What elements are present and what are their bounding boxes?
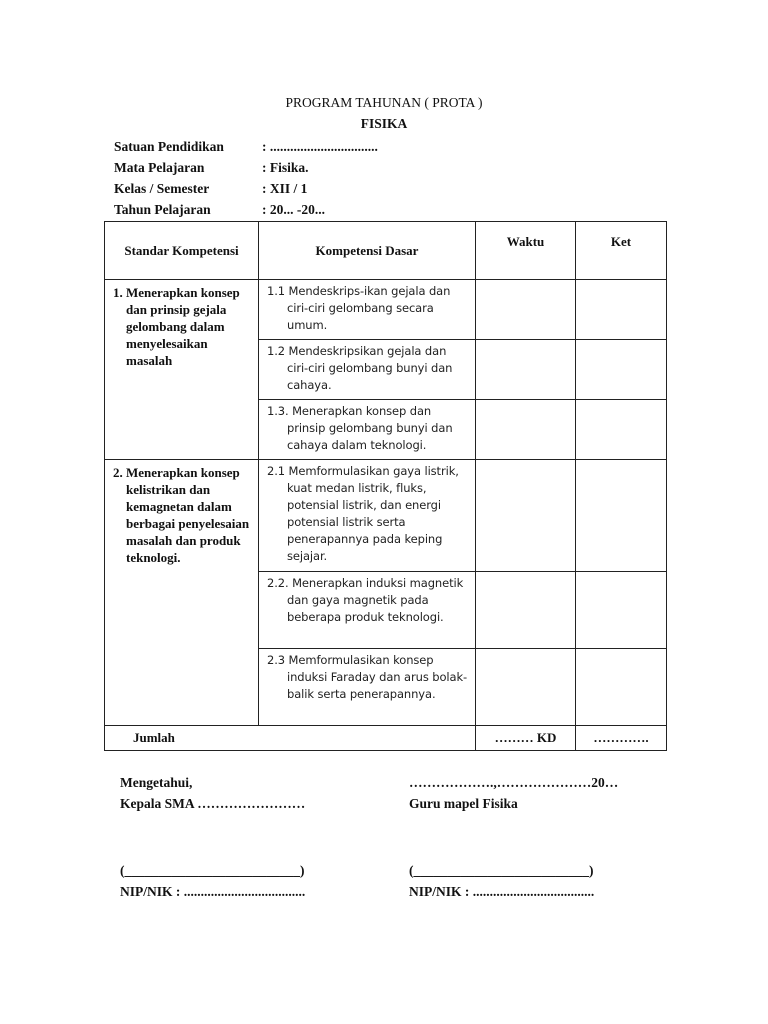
meta-value: : Fisika. — [262, 160, 309, 175]
ket-cell — [576, 460, 667, 572]
meta-row — [114, 136, 378, 157]
signature-right-line1: ……………….,…………………20… — [409, 775, 619, 790]
signature-right — [409, 772, 618, 902]
kd-cell — [259, 649, 476, 726]
kd-text: 2.2. Menerapkan induksi magnetik dan gaya magnetik pada beberapa produk teknologi. — [267, 576, 464, 624]
sk-cell-2 — [105, 460, 259, 726]
signature-left-line1: Mengetahui, — [120, 775, 193, 790]
jumlah-waktu: ……… KD — [476, 726, 576, 751]
kd-text: 1.3. Menerapkan konsep dan prinsip gelombang bunyi dan cahaya dalam teknologi. — [267, 404, 453, 452]
kd-text: 1.1 Mendeskrips-ikan gejala dan ciri-ciri gelombang secara umum. — [267, 284, 451, 332]
ket-cell — [576, 572, 667, 649]
signature-left-nip: NIP/NIK : .................................... — [120, 884, 306, 899]
meta-label: Satuan Pendidikan — [114, 139, 224, 154]
kd-text: 2.1 Memformulasikan gaya listrik, kuat medan listrik, fluks, potensial listrik, dan energi potensial listrik serta penerapannya pada keping sejajar. — [267, 464, 459, 563]
ket-cell — [576, 340, 667, 400]
table-footer-row — [105, 726, 667, 751]
meta-row — [114, 178, 378, 199]
waktu-cell — [476, 460, 576, 572]
meta-label: Tahun Pelajaran — [114, 202, 211, 217]
kd-text: 2.3 Memformulasikan konsep induksi Faraday dan arus bolak-balik serta penerapannya. — [267, 653, 468, 701]
jumlah-ket: …………. — [576, 726, 667, 751]
ket-cell — [576, 649, 667, 726]
header-ket: Ket — [576, 222, 667, 280]
sk-cell-1 — [105, 280, 259, 460]
signature-left-line2: Kepala SMA …………………… — [120, 796, 306, 811]
table-row — [105, 460, 667, 572]
signature-right-nip: NIP/NIK : .................................... — [409, 884, 595, 899]
table-header-row — [105, 222, 667, 280]
waktu-cell — [476, 340, 576, 400]
kd-cell — [259, 340, 476, 400]
header-kompetensi-dasar: Kompetensi Dasar — [259, 222, 476, 280]
meta-label: Mata Pelajaran — [114, 160, 205, 175]
waktu-cell — [476, 400, 576, 460]
document-title: PROGRAM TAHUNAN ( PROTA ) — [285, 95, 483, 110]
sk-text: 1. Menerapkan konsep dan prinsip gejala gelombang dalam menyelesaikan masalah — [113, 285, 240, 368]
header-standar-kompetensi: Standar Kompetensi — [105, 222, 259, 280]
document-subtitle: FISIKA — [360, 116, 408, 131]
meta-value: : XII / 1 — [262, 181, 308, 196]
ket-cell — [576, 280, 667, 340]
meta-row — [114, 157, 378, 178]
kd-cell — [259, 400, 476, 460]
signature-left — [120, 772, 305, 902]
header-waktu: Waktu — [476, 222, 576, 280]
signature-right-line2: Guru mapel Fisika — [409, 796, 518, 811]
kd-text: 1.2 Mendeskripsikan gejala dan ciri-ciri gelombang bunyi dan cahaya. — [267, 344, 453, 392]
meta-value: : ................................ — [262, 139, 378, 154]
identity-block — [114, 136, 378, 220]
kd-cell — [259, 460, 476, 572]
meta-row — [114, 199, 378, 220]
jumlah-label: Jumlah — [105, 726, 476, 751]
signature-right-name: (__________________________) — [409, 863, 594, 878]
sk-text: 2. Menerapkan konsep kelistrikan dan kemagnetan dalam berbagai penyelesaian masalah dan produk teknologi. — [113, 465, 250, 565]
prota-table — [104, 221, 667, 751]
kd-cell — [259, 280, 476, 340]
waktu-cell — [476, 649, 576, 726]
waktu-cell — [476, 280, 576, 340]
table-row — [105, 280, 667, 340]
ket-cell — [576, 400, 667, 460]
signature-left-name: (__________________________) — [120, 863, 305, 878]
meta-value: : 20... -20... — [262, 202, 325, 217]
meta-label: Kelas / Semester — [114, 181, 210, 196]
waktu-cell — [476, 572, 576, 649]
kd-cell — [259, 572, 476, 649]
